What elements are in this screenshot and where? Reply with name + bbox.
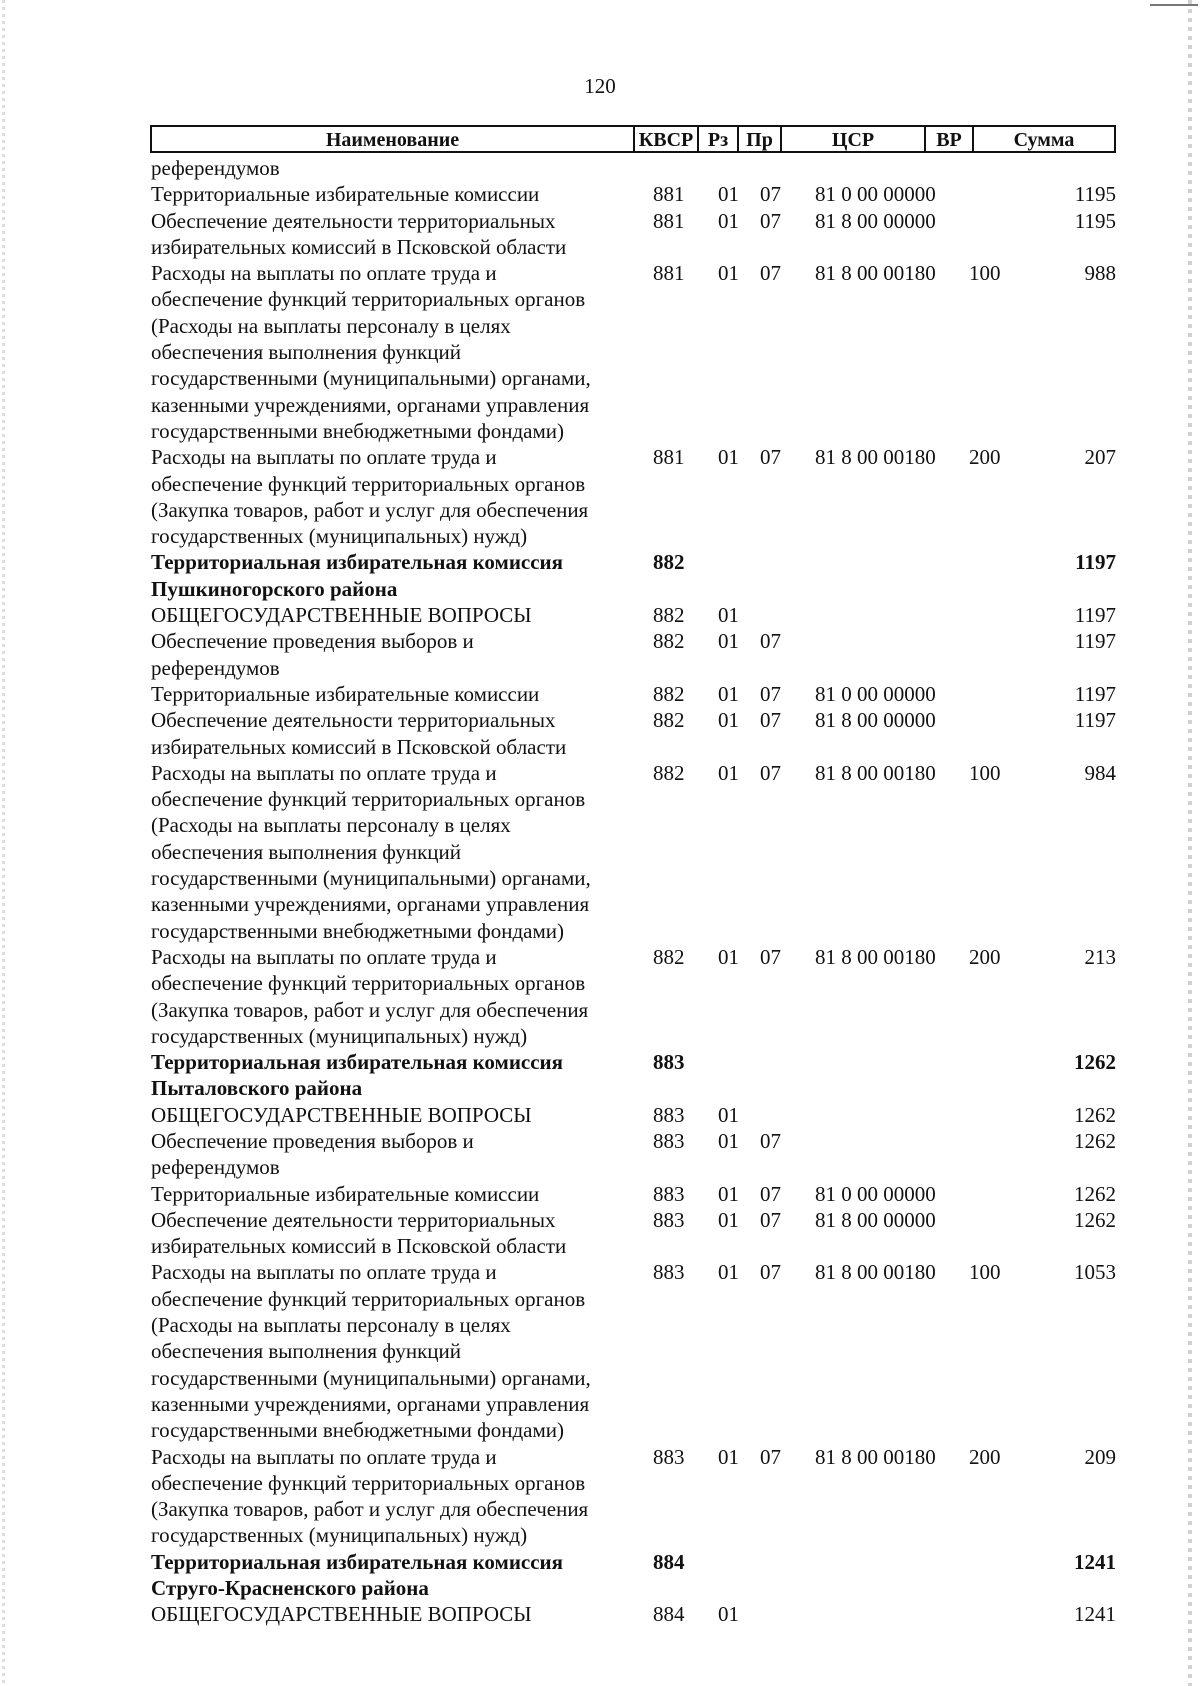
row-name-line: референдумов — [151, 1155, 280, 1180]
header-vr: ВР — [926, 127, 974, 151]
row-rz: 01 — [718, 1128, 739, 1153]
row-kvsr: 881 — [653, 445, 685, 470]
table-row — [0, 944, 1200, 1049]
row-name — [151, 944, 621, 1049]
row-kvsr: 882 — [653, 944, 685, 969]
row-name-line: Расходы на выплаты по оплате труда и — [151, 261, 497, 286]
row-sum: 1262 — [1074, 1207, 1116, 1232]
row-pr: 07 — [760, 1444, 781, 1469]
row-pr: 07 — [760, 182, 781, 207]
row-name-line: Пушкиногорского района — [151, 576, 398, 601]
table-row — [0, 1549, 1200, 1602]
row-rz: 01 — [718, 1102, 739, 1127]
row-sum: 984 — [1084, 760, 1116, 785]
row-name-line: государственными (муниципальными) органами, — [151, 366, 591, 391]
row-name-line: государственными внебюджетными фондами) — [151, 1418, 565, 1443]
row-rz: 01 — [718, 944, 739, 969]
table-row — [0, 760, 1200, 944]
row-pr: 07 — [760, 944, 781, 969]
row-rz: 01 — [718, 1207, 739, 1232]
row-name-line: (Расходы на выплаты персоналу в целях — [151, 313, 511, 338]
row-sum: 209 — [1084, 1444, 1116, 1469]
row-name — [151, 181, 621, 207]
table-row — [0, 602, 1200, 628]
row-name-line: обеспечение функций территориальных органов — [151, 287, 586, 312]
table-row — [0, 549, 1200, 602]
row-kvsr: 883 — [653, 1102, 685, 1127]
row-name-line: государственными внебюджетными фондами) — [151, 418, 565, 443]
row-csr: 81 8 00 00000 — [815, 1207, 936, 1232]
row-name-line: обеспечения выполнения функций — [151, 839, 462, 864]
row-name-line: казенными учреждениями, органами управления — [151, 892, 590, 917]
header-csr: ЦСР — [782, 127, 926, 151]
row-name-line: обеспечение функций территориальных органов — [151, 471, 586, 496]
page-number: 120 — [584, 74, 616, 98]
header-kvsr: КВСР — [635, 127, 699, 151]
row-vr: 100 — [969, 760, 1001, 785]
row-name-line: Территориальная избирательная комиссия — [151, 550, 564, 575]
row-name — [151, 1601, 621, 1627]
row-name-line: обеспечение функций территориальных органов — [151, 971, 586, 996]
row-name — [151, 208, 621, 261]
row-rz: 01 — [718, 445, 739, 470]
row-kvsr: 881 — [653, 182, 685, 207]
row-csr: 81 8 00 00180 — [815, 944, 936, 969]
row-name-line: Обеспечение проведения выборов и — [151, 629, 474, 654]
header-name: Наименование — [152, 127, 635, 151]
row-name-line: государственных (муниципальных) нужд) — [151, 1023, 528, 1048]
row-csr: 81 8 00 00000 — [815, 208, 936, 233]
row-kvsr: 884 — [653, 1549, 685, 1574]
row-name — [151, 1181, 621, 1207]
row-name — [151, 628, 621, 681]
row-kvsr: 883 — [653, 1128, 685, 1153]
row-pr: 07 — [760, 1181, 781, 1206]
row-kvsr: 882 — [653, 603, 685, 628]
row-name-line: Территориальная избирательная комиссия — [151, 1050, 564, 1075]
table-row — [0, 1128, 1200, 1181]
row-rz: 01 — [718, 760, 739, 785]
row-name-line: ОБЩЕГОСУДАРСТВЕННЫЕ ВОПРОСЫ — [151, 603, 532, 628]
row-vr: 200 — [969, 1444, 1001, 1469]
row-name-line: государственными (муниципальными) органами, — [151, 1365, 591, 1390]
row-name-line: (Закупка товаров, работ и услуг для обеспечения — [151, 997, 589, 1022]
row-kvsr: 882 — [653, 681, 685, 706]
row-sum: 1197 — [1074, 708, 1116, 733]
row-name — [151, 1444, 621, 1549]
row-name-line: государственных (муниципальных) нужд) — [151, 524, 528, 549]
row-pr: 07 — [760, 708, 781, 733]
row-rz: 01 — [718, 208, 739, 233]
row-sum: 213 — [1084, 944, 1116, 969]
row-kvsr: 882 — [653, 760, 685, 785]
row-csr: 81 0 00 00000 — [815, 681, 936, 706]
row-vr: 200 — [969, 445, 1001, 470]
table-row — [0, 1601, 1200, 1627]
row-kvsr: 881 — [653, 208, 685, 233]
table-body — [0, 155, 1200, 1628]
table-row — [0, 1444, 1200, 1549]
row-kvsr: 882 — [653, 629, 685, 654]
row-name — [151, 1549, 621, 1602]
row-name-line: обеспечение функций территориальных органов — [151, 787, 586, 812]
row-kvsr: 882 — [653, 708, 685, 733]
table-row — [0, 681, 1200, 707]
row-pr: 07 — [760, 208, 781, 233]
row-name-line: (Закупка товаров, работ и услуг для обеспечения — [151, 1497, 589, 1522]
row-name-line: Расходы на выплаты по оплате труда и — [151, 445, 497, 470]
row-name-line: обеспечения выполнения функций — [151, 340, 462, 365]
header-pr: Пр — [739, 127, 782, 151]
row-name — [151, 155, 621, 181]
row-pr: 07 — [760, 445, 781, 470]
row-name — [151, 602, 621, 628]
row-sum: 1262 — [1074, 1102, 1116, 1127]
row-rz: 01 — [718, 182, 739, 207]
row-name-line: Пыталовского района — [151, 1076, 363, 1101]
table-row — [0, 707, 1200, 760]
row-name — [151, 1259, 621, 1443]
row-csr: 81 8 00 00000 — [815, 708, 936, 733]
table-row — [0, 1102, 1200, 1128]
row-pr: 07 — [760, 261, 781, 286]
row-name-line: избирательных комиссий в Псковской области — [151, 234, 567, 259]
row-csr: 81 0 00 00000 — [815, 182, 936, 207]
row-sum: 1197 — [1075, 550, 1116, 575]
table-row — [0, 628, 1200, 681]
row-csr: 81 8 00 00180 — [815, 261, 936, 286]
row-name-line: избирательных комиссий в Псковской области — [151, 1234, 567, 1259]
row-pr: 07 — [760, 760, 781, 785]
row-name-line: государственными внебюджетными фондами) — [151, 918, 565, 943]
header-sum: Сумма — [1013, 129, 1075, 151]
table-row — [0, 1049, 1200, 1102]
header-rz: Рз — [699, 127, 739, 151]
row-name-line: Обеспечение деятельности территориальных — [151, 208, 556, 233]
table-header — [150, 125, 1116, 153]
row-rz: 01 — [718, 681, 739, 706]
row-sum: 1262 — [1074, 1181, 1116, 1206]
row-name — [151, 1049, 621, 1102]
row-name-line: Расходы на выплаты по оплате труда и — [151, 944, 497, 969]
row-sum: 1053 — [1074, 1260, 1116, 1285]
row-vr: 200 — [969, 944, 1001, 969]
row-vr: 100 — [969, 261, 1001, 286]
row-name-line: (Расходы на выплаты персоналу в целях — [151, 813, 511, 838]
row-rz: 01 — [718, 1181, 739, 1206]
row-rz: 01 — [718, 1602, 739, 1627]
row-name — [151, 444, 621, 549]
row-kvsr: 882 — [653, 550, 685, 575]
row-csr: 81 8 00 00180 — [815, 760, 936, 785]
row-name-line: казенными учреждениями, органами управления — [151, 1391, 590, 1416]
row-kvsr: 883 — [653, 1207, 685, 1232]
table-row — [0, 1259, 1200, 1443]
row-kvsr: 883 — [653, 1050, 685, 1075]
row-kvsr: 883 — [653, 1444, 685, 1469]
table-row — [0, 208, 1200, 261]
row-name-line: (Закупка товаров, работ и услуг для обеспечения — [151, 497, 589, 522]
row-name-line: государственными (муниципальными) органами, — [151, 866, 591, 891]
row-sum: 988 — [1084, 261, 1116, 286]
row-sum: 1197 — [1074, 603, 1116, 628]
row-name-line: Расходы на выплаты по оплате труда и — [151, 760, 497, 785]
row-pr: 07 — [760, 1128, 781, 1153]
row-name — [151, 1102, 621, 1128]
row-name — [151, 260, 621, 444]
row-name-line: государственных (муниципальных) нужд) — [151, 1523, 528, 1548]
row-name-line: Обеспечение деятельности территориальных — [151, 1207, 556, 1232]
row-name-line: референдумов — [151, 156, 280, 180]
row-name-line: Обеспечение деятельности территориальных — [151, 708, 556, 733]
row-name-line: обеспечение функций территориальных органов — [151, 1286, 586, 1311]
row-kvsr: 883 — [653, 1181, 685, 1206]
row-sum: 1197 — [1074, 681, 1116, 706]
row-name-line: Обеспечение проведения выборов и — [151, 1128, 474, 1153]
row-name-line: обеспечения выполнения функций — [151, 1339, 462, 1364]
row-name — [151, 1207, 621, 1260]
row-kvsr: 881 — [653, 261, 685, 286]
row-csr: 81 8 00 00180 — [815, 445, 936, 470]
row-rz: 01 — [718, 708, 739, 733]
row-name — [151, 760, 621, 944]
row-name — [151, 549, 621, 602]
row-sum: 1262 — [1074, 1050, 1116, 1075]
row-name-line: Струго-Красненского района — [151, 1576, 429, 1601]
row-name-line: избирательных комиссий в Псковской области — [151, 734, 567, 759]
row-csr: 81 8 00 00180 — [815, 1444, 936, 1469]
row-sum: 1195 — [1074, 208, 1116, 233]
row-name-line: казенными учреждениями, органами управления — [151, 392, 590, 417]
row-pr: 07 — [760, 681, 781, 706]
table-row — [0, 1207, 1200, 1260]
row-name — [151, 1128, 621, 1181]
table-row — [0, 444, 1200, 549]
row-kvsr: 884 — [653, 1602, 685, 1627]
table-row — [0, 155, 1200, 181]
row-rz: 01 — [718, 1260, 739, 1285]
row-csr: 81 8 00 00180 — [815, 1260, 936, 1285]
row-name — [151, 707, 621, 760]
row-sum: 1195 — [1074, 182, 1116, 207]
row-sum: 1262 — [1074, 1128, 1116, 1153]
row-sum: 207 — [1084, 445, 1116, 470]
row-name-line: ОБЩЕГОСУДАРСТВЕННЫЕ ВОПРОСЫ — [151, 1602, 532, 1627]
row-name-line: Территориальные избирательные комиссии — [151, 182, 540, 207]
row-name-line: ОБЩЕГОСУДАРСТВЕННЫЕ ВОПРОСЫ — [151, 1102, 532, 1127]
row-name-line: Расходы на выплаты по оплате труда и — [151, 1260, 497, 1285]
row-rz: 01 — [718, 629, 739, 654]
row-kvsr: 883 — [653, 1260, 685, 1285]
row-name-line: Расходы на выплаты по оплате труда и — [151, 1444, 497, 1469]
row-sum: 1197 — [1074, 629, 1116, 654]
row-sum: 1241 — [1074, 1602, 1116, 1627]
table-row — [0, 260, 1200, 444]
row-name-line: Территориальная избирательная комиссия — [151, 1549, 564, 1574]
table-row — [0, 1181, 1200, 1207]
row-name-line: референдумов — [151, 655, 280, 680]
row-name-line: Территориальные избирательные комиссии — [151, 681, 540, 706]
row-csr: 81 0 00 00000 — [815, 1181, 936, 1206]
row-name — [151, 681, 621, 707]
table-row — [0, 181, 1200, 207]
row-rz: 01 — [718, 603, 739, 628]
row-vr: 100 — [969, 1260, 1001, 1285]
row-name-line: обеспечение функций территориальных органов — [151, 1470, 586, 1495]
row-pr: 07 — [760, 1260, 781, 1285]
row-name-line: Территориальные избирательные комиссии — [151, 1181, 540, 1206]
row-sum: 1241 — [1074, 1549, 1116, 1574]
row-rz: 01 — [718, 1444, 739, 1469]
row-pr: 07 — [760, 629, 781, 654]
row-rz: 01 — [718, 261, 739, 286]
scan-corner-mark — [1150, 4, 1198, 6]
row-pr: 07 — [760, 1207, 781, 1232]
row-name-line: (Расходы на выплаты персоналу в целях — [151, 1313, 511, 1338]
